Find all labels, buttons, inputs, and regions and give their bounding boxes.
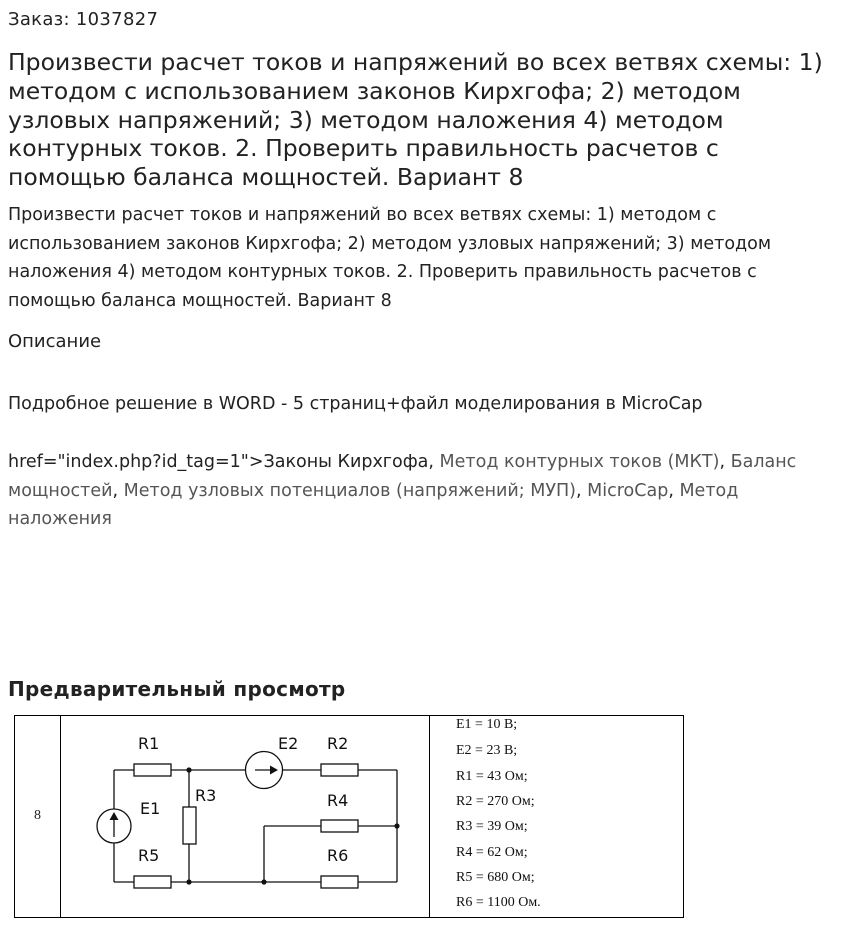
tag-prefix: href="index.php?id_tag=1">Законы Кирхгофа (8, 452, 429, 472)
tag-link[interactable]: MicroCap (587, 480, 669, 501)
r3-label: R3 (195, 786, 217, 805)
parameters-cell (430, 716, 683, 917)
page-title: Произвести расчет токов и напряжений во всех ветвях схемы: 1) методом с использованием законов Кирхгофа; 2) методом узловых напряжений; 3) методом наложения 4) методом контурных токов. 2. Проверить правильность расчетов с помощью баланса мощностей. Вариант 8 (8, 48, 823, 192)
r5-label: R5 (138, 846, 160, 865)
task-text: Произвести расчет токов и напряжений во всех ветвях схемы: 1) методом с использованием законов Кирхгофа; 2) методом узловых напряжений; 3) методом наложения 4) методом контурных токов. 2. Проверить правильность расчетов с помощью баланса мощностей. Вариант 8 (8, 205, 772, 311)
param-r4: R4 = 62 Ом; (456, 845, 528, 860)
r2-label: R2 (327, 734, 349, 753)
e1-label: E1 (140, 799, 161, 818)
param-r6: R6 = 1100 Ом. (456, 895, 541, 910)
e1-arrow-head (110, 812, 119, 820)
order-number: Заказ: 1037827 (8, 9, 159, 30)
node-dot (261, 879, 266, 884)
e2-label: E2 (278, 734, 299, 753)
tag-link[interactable]: Баланс мощностей (8, 452, 797, 501)
param-r2: R2 = 270 Ом; (456, 794, 535, 809)
r5-resistor-symbol (134, 876, 171, 888)
param-r5: R5 = 680 Ом; (456, 870, 535, 885)
param-r3: R3 = 39 Ом; (456, 819, 528, 834)
node-dot (394, 823, 399, 828)
param-e1: E1 = 10 В; (456, 717, 518, 732)
r2-resistor-symbol (321, 764, 358, 776)
variant-number-cell (15, 716, 61, 917)
variant-number: 8 (34, 808, 41, 823)
r1-label: R1 (138, 734, 160, 753)
circuit-diagram-cell (61, 716, 430, 917)
node-dot (186, 879, 191, 884)
node-dot (186, 767, 191, 772)
tag-link[interactable]: Метод контурных токов (МКТ) (439, 452, 720, 472)
r1-resistor-symbol (134, 764, 171, 776)
param-r1: R1 = 43 Ом; (456, 769, 528, 784)
param-e2: E2 = 23 В; (456, 743, 518, 758)
circuit-diagram (61, 716, 429, 917)
r4-label: R4 (327, 791, 349, 810)
tag-link[interactable]: Метод узловых потенциалов (напряжений; МУП) (123, 480, 577, 501)
r6-resistor-symbol (321, 876, 358, 888)
e2-arrow-head (270, 766, 278, 775)
preview-heading: Предварительный просмотр (8, 677, 346, 701)
tag-list: href="index.php?id_tag=1">Законы Кирхгофа, Метод контурных токов (МКТ), Баланс мощностей, Метод узловых потенциалов (напряжений; МУП), MicroCap, Метод наложения (8, 452, 797, 530)
description-text: Подробное решение в WORD - 5 страниц+файл моделирования в MicroCap (8, 394, 703, 414)
description-heading: Описание (8, 331, 102, 352)
r4-resistor-symbol (321, 820, 358, 832)
preview-image (14, 715, 684, 918)
r3-resistor-symbol (183, 807, 196, 844)
tag-link[interactable]: Метод наложения (8, 480, 739, 530)
r6-label: R6 (327, 846, 349, 865)
